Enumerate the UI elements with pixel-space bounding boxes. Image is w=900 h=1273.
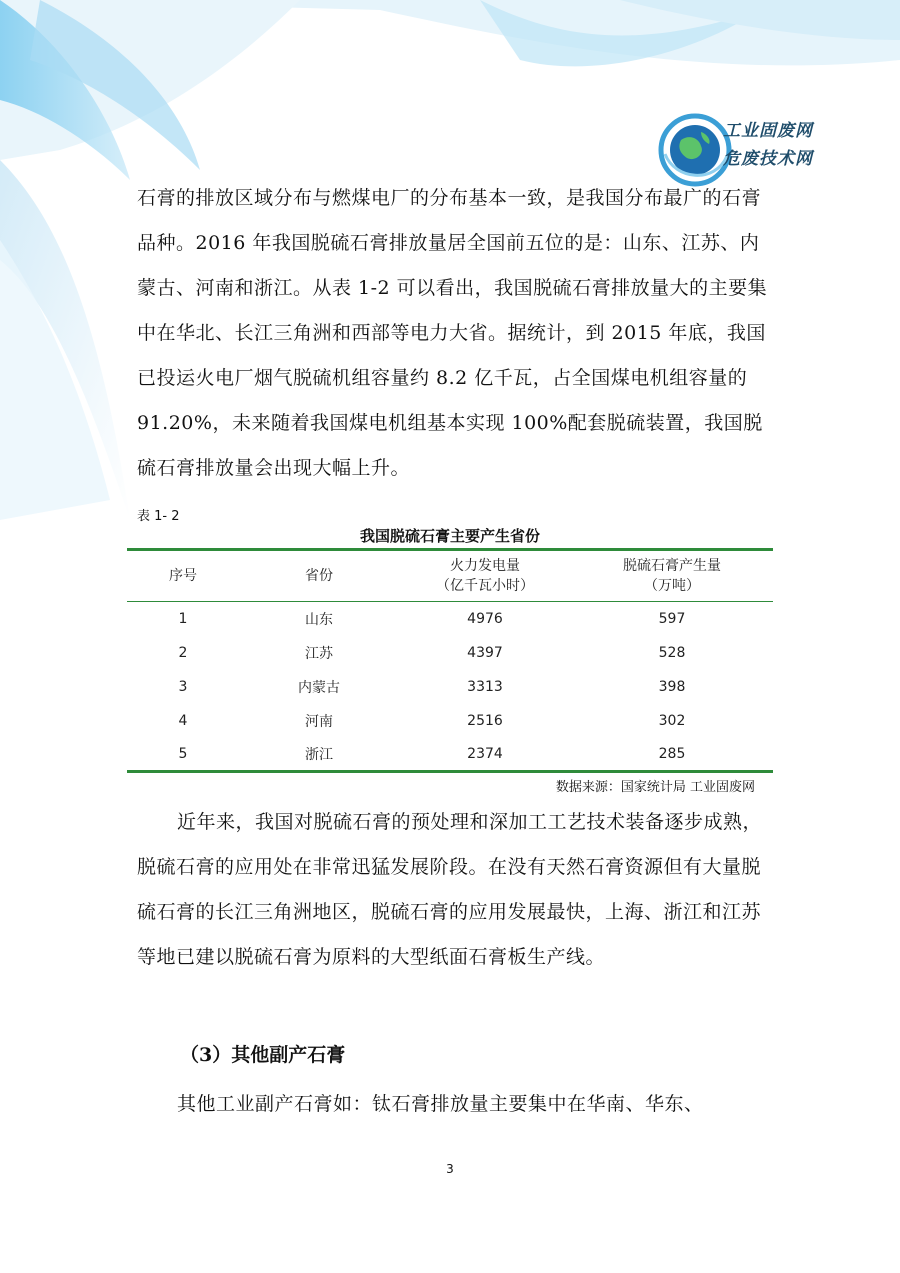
section-heading: （3）其他副产石膏 — [180, 1044, 346, 1066]
header-gypsum-line1: 脱硫石膏产生量 — [623, 558, 721, 574]
table-number: 表 1- 2 — [137, 509, 180, 524]
cell-seq: 2 — [178, 644, 188, 661]
cell-gypsum: 285 — [658, 745, 686, 762]
cell-power: 4976 — [467, 610, 503, 627]
logo-line-2: 危废技术网 — [723, 149, 813, 169]
table-row — [127, 670, 773, 704]
header-seq: 序号 — [169, 568, 197, 584]
cell-gypsum: 597 — [658, 610, 686, 627]
cell-gypsum: 528 — [658, 644, 686, 661]
cell-seq: 4 — [178, 712, 188, 729]
header-province: 省份 — [305, 568, 333, 584]
paragraph-2 — [137, 800, 777, 980]
table-row — [127, 636, 773, 670]
cell-power: 4397 — [467, 644, 503, 661]
paragraph-3 — [137, 1082, 777, 1127]
table-row — [127, 704, 773, 738]
cell-power: 2374 — [467, 745, 503, 762]
cell-power: 2516 — [467, 712, 503, 729]
table-header — [127, 550, 773, 602]
cell-province: 江苏 — [305, 645, 333, 662]
data-table — [127, 548, 773, 773]
cell-province: 内蒙古 — [298, 679, 340, 696]
table-row — [127, 738, 773, 772]
table-source: 数据来源：国家统计局 工业固废网 — [555, 780, 755, 795]
cell-province: 山东 — [305, 611, 333, 628]
table-title: 我国脱硫石膏主要产生省份 — [359, 527, 540, 545]
page-number: 3 — [446, 1162, 454, 1176]
cell-seq: 5 — [178, 745, 188, 762]
header-power — [399, 550, 571, 602]
header-gypsum — [571, 550, 773, 602]
cell-power: 3313 — [467, 678, 503, 695]
logo-text — [723, 117, 813, 173]
header-power-line2: （亿千瓦小时） — [436, 578, 534, 594]
cell-seq: 1 — [178, 610, 188, 627]
cell-province: 河南 — [305, 713, 333, 730]
paragraph-3-text: 其他工业副产石膏如：钛石膏排放量主要集中在华南、华东、 — [177, 1093, 704, 1115]
table-body — [127, 602, 773, 772]
header-power-line1: 火力发电量 — [450, 558, 520, 574]
cell-gypsum: 302 — [658, 712, 686, 729]
table-row — [127, 602, 773, 636]
paragraph-1: 石膏的排放区域分布与燃煤电厂的分布基本一致，是我国分布最广的石膏品种。2016 年我国脱硫石膏排放量居全国前五位的是：山东、江苏、内蒙古、河南和浙江。从表 1-2 可以看出，我国脱硫石膏排放量大的主要集中在华北、长江三角洲和西部等电力大省。据统计，到 2015 年底，我国已投运火电厂烟气脱硫机组容量约 8.2 亿千瓦，占全国煤电机组容量的 91.20%，未来随着我国煤电机组基本实现 100%配套脱硫装置，我国脱硫石膏排放量会出现大幅上升。 — [137, 187, 768, 479]
cell-gypsum: 398 — [658, 678, 686, 695]
paragraph-2-text: 近年来，我国对脱硫石膏的预处理和深加工工艺技术装备逐步成熟，脱硫石膏的应用处在非常迅猛发展阶段。在没有天然石膏资源但有大量脱硫石膏的长江三角洲地区，脱硫石膏的应用发展最快，上海、浙江和江苏等地已建以脱硫石膏为原料的大型纸面石膏板生产线。 — [137, 811, 763, 968]
logo-line-1: 工业固废网 — [723, 121, 813, 141]
cell-seq: 3 — [178, 678, 188, 695]
header-gypsum-line2: （万吨） — [644, 578, 700, 594]
cell-province: 浙江 — [305, 746, 333, 763]
